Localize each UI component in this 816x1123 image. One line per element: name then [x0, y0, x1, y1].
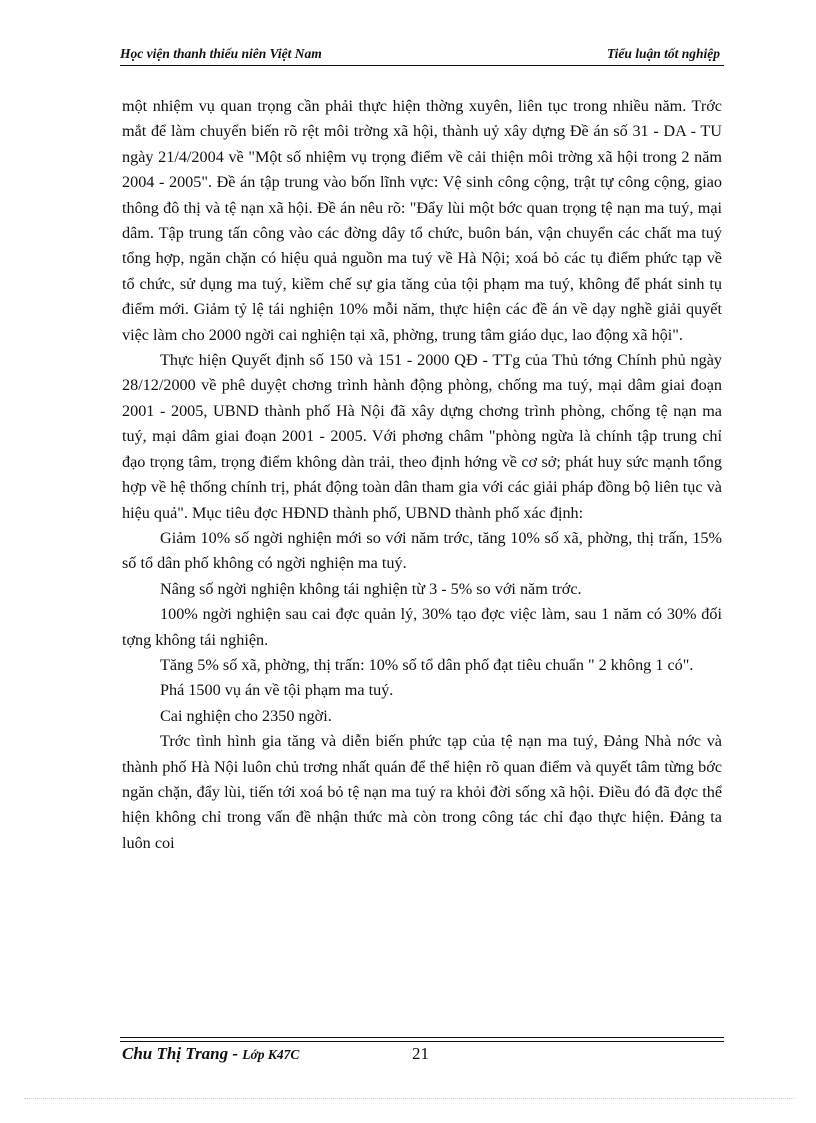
footer-divider — [120, 1037, 724, 1038]
paragraph: Thực hiện Quyết định số 150 và 151 - 2000 QĐ - TTg của Thủ tớng Chính phủ ngày 28/12/2000 về phê duyệt chơng trình hành động phòng, chống ma tuý, mại dâm giai đoạn 2001 - 2005, UBND thành phố Hà Nội đã xây dựng chơng trình phòng, chống tệ nạn ma tuý, mại dâm giai đoạn 2001 - 2005. Với phơng châm "phòng ngừa là chính tập trung chỉ đạo trọng tâm, trọng điểm không dàn trải, theo định hớng về cơ sở; phát huy sức mạnh tổng hợp về hệ thống chính trị, phát động toàn dân tham gia với các giải pháp đồng bộ liên tục và hiệu quả". Mục tiêu đợc HĐND thành phố, UBND thành phố xác định: — [122, 351, 722, 522]
page-edge-divider — [24, 1098, 794, 1099]
header-institution: Học viện thanh thiếu niên Việt Nam — [120, 46, 322, 61]
paragraph: 100% ngời nghiện sau cai đợc quản lý, 30% tạo đợc việc làm, sau 1 năm có 30% đối tợng không tái nghiện. — [122, 605, 722, 649]
footer-author: Chu Thị Trang - — [122, 1044, 243, 1063]
document-body — [122, 94, 722, 856]
paragraph: Cai nghiện cho 2350 ngời. — [160, 706, 332, 725]
paragraph: một nhiệm vụ quan trọng cần phải thực hiện thờng xuyên, liên tục trong nhiều năm. Trớc mắt để làm chuyển biến rõ rệt môi trờng xã hội, thành uỷ xây dựng Đề án số 31 - DA - TU ngày 21/4/2004 về "Một số nhiệm vụ trọng điểm về cải thiện môi trờng xã hội trong 2 năm 2004 - 2005". Đề án tập trung vào bốn lĩnh vực: Vệ sinh công cộng, trật tự công cộng, giao thông đô thị và tệ nạn xã hội. Đề án nêu rõ: "Đẩy lùi một bớc quan trọng tệ nạn ma tuý, mại dâm. Tập trung tấn công vào các đờng dây tổ chức, buôn bán, vận chuyển các chất ma tuý tổng hợp, ngăn chặn có hiệu quả nguồn ma tuý về Hà Nội; xoá bỏ các tụ điểm phức tạp về tổ chức, sử dụng ma tuý, kiềm chế sự gia tăng của tội phạm ma tuý, không để phát sinh tụ điểm mới. Giảm tỷ lệ tái nghiện 10% mỗi năm, thực hiện các đề án về dạy nghề giải quyết việc làm cho 2000 ngời cai nghiện tại xã, phờng, trung tâm giáo dục, lao động xã hội". — [122, 97, 722, 344]
paragraph: Tăng 5% số xã, phờng, thị trấn: 10% số tổ dân phố đạt tiêu chuẩn " 2 không 1 có". — [160, 655, 694, 674]
header-divider — [120, 65, 724, 66]
paragraph: Phá 1500 vụ án về tội phạm ma tuý. — [160, 681, 394, 700]
page-footer — [122, 1044, 722, 1068]
footer-divider — [120, 1041, 724, 1042]
paragraph: Giảm 10% số ngời nghiện mới so với năm trớc, tăng 10% số xã, phờng, thị trấn, 15% số tổ dân phố không có ngời nghiện ma tuý. — [122, 528, 722, 573]
footer-class: Lớp K47C — [242, 1047, 300, 1062]
page-number: 21 — [412, 1044, 429, 1063]
paragraph: Trớc tình hình gia tăng và diễn biến phức tạp của tệ nạn ma tuý, Đảng Nhà nớc và thành phố Hà Nội luôn chủ trơng nhất quán để thể hiện rõ quan điểm và quyết tâm từng bớc ngăn chặn, đẩy lùi, tiến tới xoá bỏ tệ nạn ma tuý ra khỏi đời sống xã hội. Điều đó đã đợc thể hiện không chỉ trong vấn đề nhận thức mà còn trong công tác chỉ đạo thực hiện. Đảng ta luôn coi — [122, 732, 722, 852]
paragraph: Nâng số ngời nghiện không tái nghiện từ 3 - 5% so với năm trớc. — [160, 579, 582, 598]
page-header — [120, 46, 724, 66]
header-doc-type: Tiểu luận tốt nghiệp — [606, 46, 720, 61]
